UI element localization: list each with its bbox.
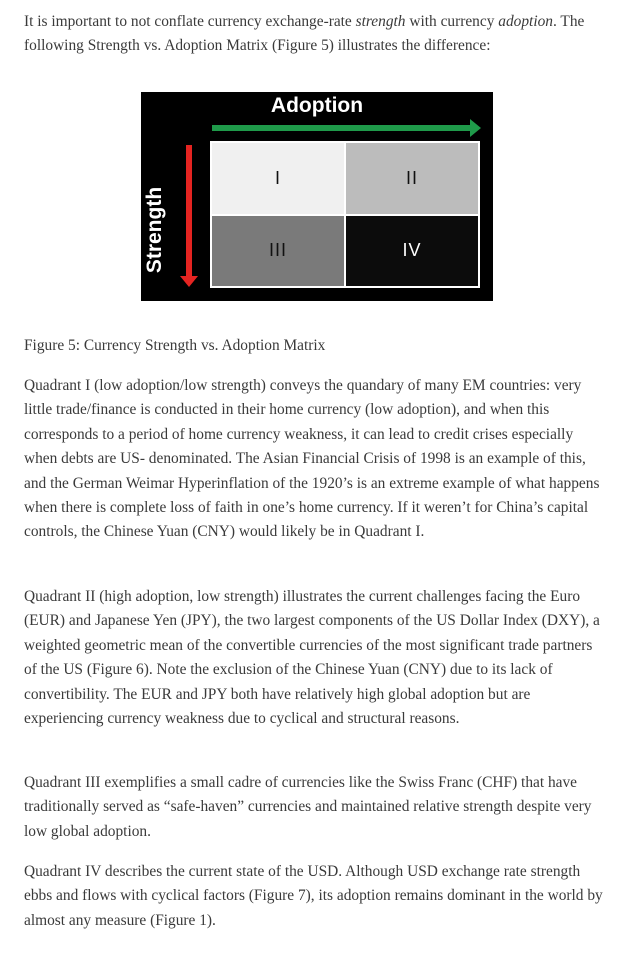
intro-text-2: with currency	[405, 13, 499, 30]
figure-caption: Figure 5: Currency Strength vs. Adoption Matrix	[24, 337, 326, 354]
adoption-arrow-shaft	[212, 125, 472, 131]
adoption-axis-label: Adoption	[270, 94, 364, 117]
intro-text-3: . The following Strength vs. Adoption Matrix (Figure 5) illustrates the difference:	[24, 13, 585, 55]
intro-paragraph	[24, 10, 608, 59]
strength-adoption-matrix-figure	[141, 92, 493, 301]
quadrant-grid	[210, 141, 480, 288]
adoption-arrow-head-icon	[470, 119, 481, 137]
quadrant-iv: IV	[346, 216, 478, 287]
paragraph-quadrant-iv: Quadrant IV describes the current state of the USD. Although USD exchange rate strength ebbs and flows with cyclical factors (Figure 7), its adoption remains dominant in the world by almost any measure (Figure 1).	[24, 863, 603, 929]
intro-text-1: It is important to not conflate currency exchange-rate	[24, 13, 356, 30]
strength-arrow-head-icon	[180, 276, 198, 287]
paragraph-quadrant-ii: Quadrant II (high adoption, low strength) illustrates the current challenges facing the Euro (EUR) and Japanese Yen (JPY), the two largest components of the US Dollar Index (DXY), a weighted geometric mean of the convertible currencies of the most significant trade partners of the US (Figure 6). Note the exclusion of the Chinese Yuan (CNY) due to its lack of convertibility. The EUR and JPY both have relatively high global adoption but are experiencing currency weakness due to cyclical and structural reasons.	[24, 588, 600, 728]
paragraph-quadrant-i: Quadrant I (low adoption/low strength) conveys the quandary of many EM countries: very little trade/finance is conducted in their home currency (low adoption), and when this corresponds to a period of home currency weakness, it can lead to credit crises especially when debts are US- denominated. The Asian Financial Crisis of 1998 is an example of this, and the German Weimar Hyperinflation of the 1920’s is an extreme example of what happens when there is complete loss of faith in one’s home currency. If it weren’t for China’s capital controls, the Chinese Yuan (CNY) would likely be in Quadrant I.	[24, 377, 600, 541]
quadrant-iii: III	[212, 216, 344, 287]
quadrant-ii: II	[346, 143, 478, 214]
intro-emphasis-adoption: adoption	[498, 13, 553, 30]
strength-arrow-shaft	[186, 145, 192, 278]
strength-axis-label: Strength	[143, 186, 166, 274]
paragraph-quadrant-iii: Quadrant III exemplifies a small cadre of currencies like the Swiss Franc (CHF) that have traditionally served as “safe-haven” currencies and maintained relative strength despite very low global adoption.	[24, 774, 592, 840]
strength-axis-label-wrap	[141, 180, 169, 280]
intro-emphasis-strength: strength	[355, 13, 406, 30]
quadrant-i: I	[212, 143, 344, 214]
